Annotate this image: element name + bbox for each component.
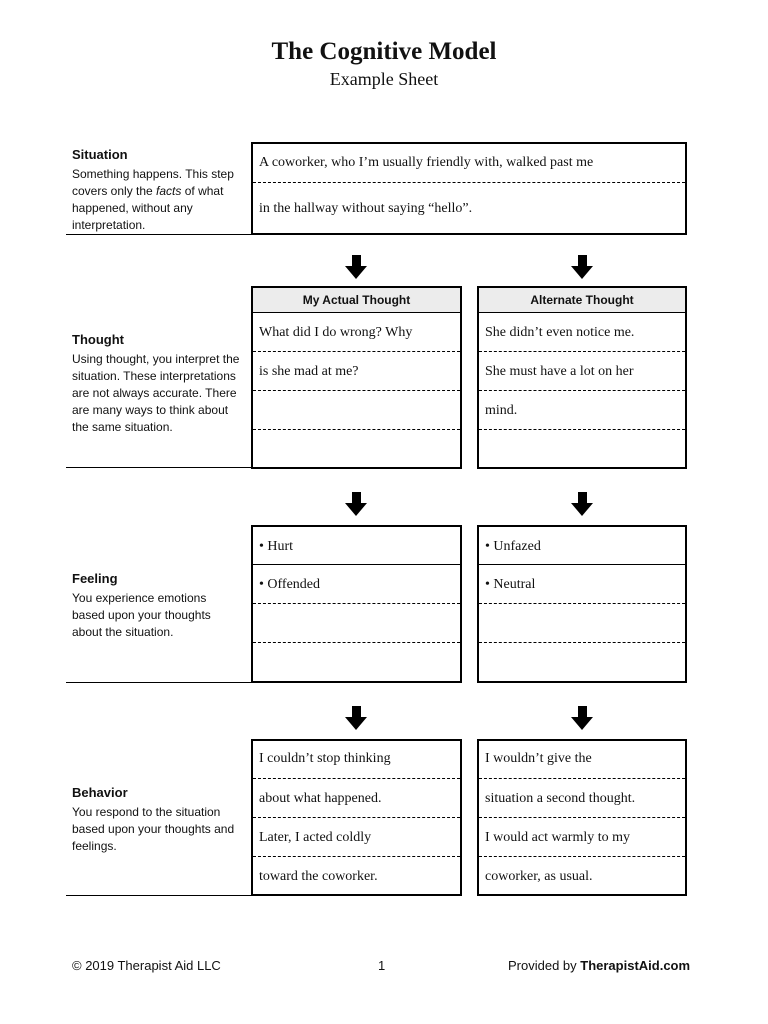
feeling-description: You experience emotions based upon your thoughts about the situation. [72,591,211,639]
alternate-thought-line-3: mind. [485,403,518,418]
dashed-rule [253,642,460,643]
footer-provided-prefix: Provided by [508,958,581,973]
situation-desc-part2: of what happened, without any interpretation. [72,184,224,232]
dashed-rule [253,778,460,779]
dashed-rule [253,856,460,857]
actual-feeling-box [251,525,462,683]
situation-divider [66,234,252,235]
actual-behavior-box [251,739,462,896]
dashed-rule [253,390,460,391]
actual-behavior-line-4: toward the coworker. [259,869,378,884]
down-arrow-icon [345,492,367,516]
actual-feeling-line-2: • Offended [259,577,321,592]
situation-desc-facts: facts [156,184,182,198]
situation-box [251,142,687,235]
actual-behavior-line-1: I couldn’t stop thinking [259,751,391,766]
feeling-heading: Feeling [72,571,118,586]
footer-page-number: 1 [378,958,386,973]
actual-behavior-line-2: about what happened. [259,791,382,806]
dashed-rule [253,603,460,604]
solid-rule [253,564,460,565]
situation-line-1: A coworker, who I’m usually friendly with, walked past me [259,155,594,170]
alternate-behavior-line-3: I would act warmly to my [485,830,631,845]
footer-copyright: © 2019 Therapist Aid LLC [72,958,221,973]
dashed-rule [479,817,685,818]
actual-feeling-line-1: • Hurt [259,539,294,554]
alternate-feeling-box [477,525,687,683]
behavior-divider [66,895,252,896]
situation-heading: Situation [72,147,128,162]
feeling-divider [66,682,252,683]
alternate-thought-box [477,286,687,469]
alternate-thought-header: Alternate Thought [479,288,685,313]
alternate-behavior-line-1: I wouldn’t give the [485,751,592,766]
alternate-thought-line-1: She didn’t even notice me. [485,325,635,340]
alternate-feeling-line-2: • Neutral [485,577,536,592]
dashed-rule [253,817,460,818]
thought-heading: Thought [72,332,124,347]
footer-brand-link[interactable]: TherapistAid.com [580,958,691,973]
dashed-rule [479,429,685,430]
actual-thought-box [251,286,462,469]
dashed-rule [479,603,685,604]
situation-line-2: in the hallway without saying “hello”. [259,201,473,216]
behavior-description: You respond to the situation based upon your thoughts and feelings. [72,805,235,853]
thought-divider [66,467,252,468]
actual-thought-line-2: is she mad at me? [259,364,359,379]
down-arrow-icon [571,492,593,516]
dashed-rule [253,351,460,352]
footer-provided-by [508,958,690,973]
actual-thought-line-1: What did I do wrong? Why [259,325,413,340]
situation-label-block [72,146,242,234]
situation-description [72,166,242,234]
down-arrow-icon [571,255,593,279]
thought-label-block [72,331,242,436]
feeling-label-block [72,570,242,641]
behavior-label-block [72,784,242,855]
dashed-rule [479,390,685,391]
dashed-rule [479,778,685,779]
dashed-rule [253,429,460,430]
alternate-feeling-line-1: • Unfazed [485,539,541,554]
down-arrow-icon [345,255,367,279]
alternate-thought-line-2: She must have a lot on her [485,364,634,379]
dashed-rule [253,182,685,183]
thought-description: Using thought, you interpret the situation. These interpretations are not always accurate. There are many ways to think about the same situation. [72,352,240,434]
alternate-behavior-line-4: coworker, as usual. [485,869,593,884]
down-arrow-icon [571,706,593,730]
page-subtitle: Example Sheet [329,69,439,89]
behavior-heading: Behavior [72,785,128,800]
dashed-rule [479,351,685,352]
actual-thought-header: My Actual Thought [253,288,460,313]
actual-behavior-line-3: Later, I acted coldly [259,830,372,845]
down-arrow-icon [345,706,367,730]
solid-rule [479,564,685,565]
situation-desc-part1: Something happens. This step covers only the [72,167,234,198]
dashed-rule [479,642,685,643]
alternate-behavior-line-2: situation a second thought. [485,791,636,806]
alternate-behavior-box [477,739,687,896]
dashed-rule [479,856,685,857]
page-title: The Cognitive Model [271,38,497,65]
